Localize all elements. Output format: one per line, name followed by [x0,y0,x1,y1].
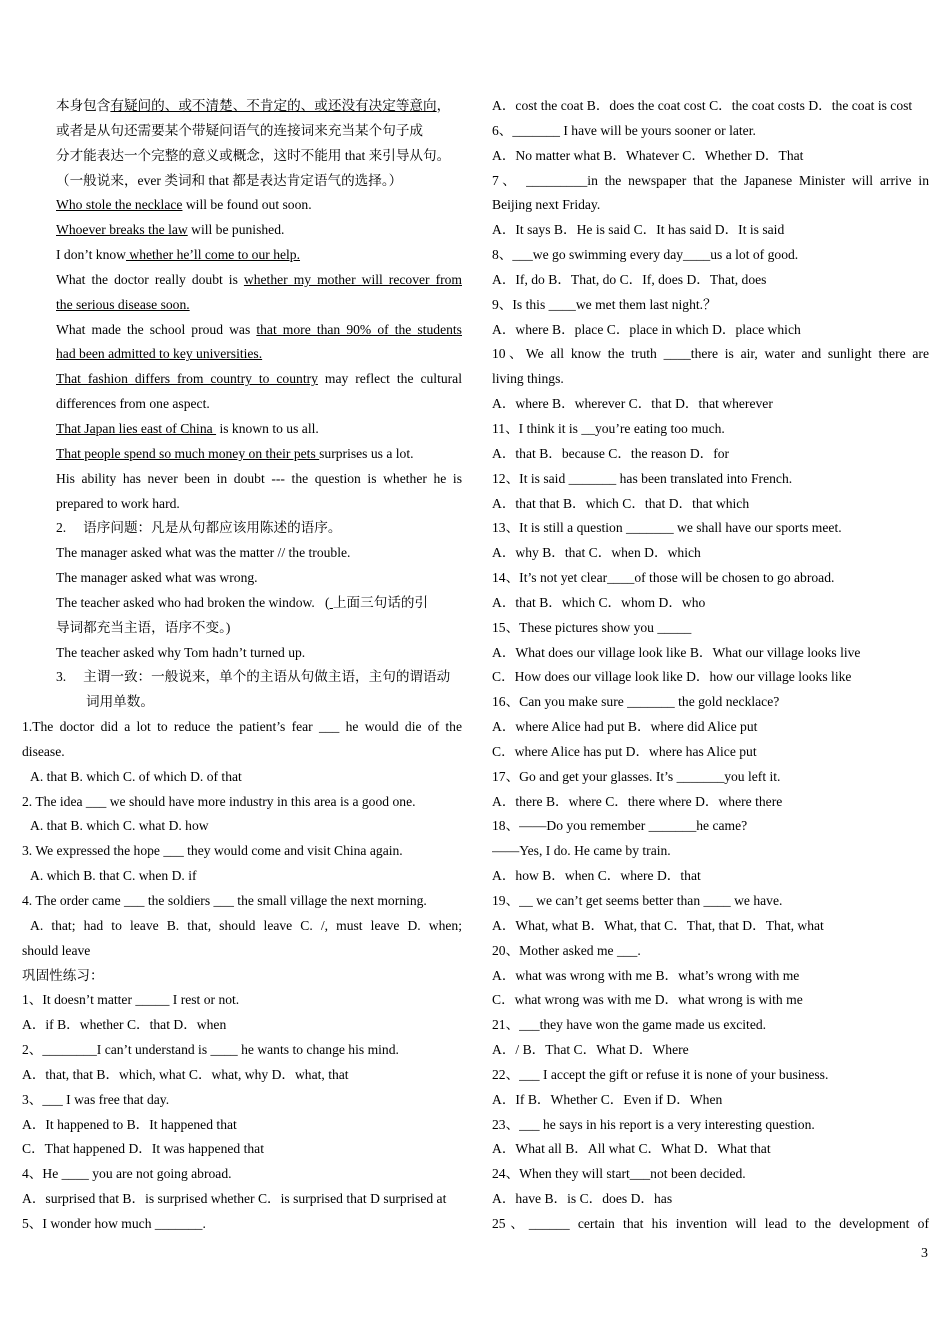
question: 7、 _________in the newspaper that the Japanese Minister will arrive in [492,172,929,188]
answer-options: A．It says B．He is said C．It has said D．It is said [492,222,785,238]
example-sentence: What the doctor really doubt is whether my mother will recover from [56,271,462,287]
question: 18、——Do you remember _______he came? [492,818,748,834]
question: 9、Is this ____we met them last night.？ [492,296,717,312]
question: 6、_______ I have will be yours sooner or later. [492,122,756,138]
answer-options: A．where B．place C．place in which D．place which [492,321,801,337]
example-sentence: Whoever breaks the law will be punished. [56,222,285,238]
left-column [22,94,462,1237]
question: Beijing next Friday. [492,197,601,213]
answer-options: A．It happened to B．It happened that [22,1116,237,1132]
question: 14、It’s not yet clear____of those will be chosen to go abroad. [492,570,835,586]
text-line: 本身包含有疑问的、或不清楚、不肯定的、或还没有决定等意向， [56,98,451,113]
example-sentence: I don’t know whether he’ll come to our help. [56,247,301,263]
answer-options: A．there B．where C．there where D．where there [492,793,783,809]
question: 2、________I can’t understand is ____ he wants to change his mind. [22,1042,399,1058]
answer-options: A. which B. that C. when D. if [30,868,197,884]
answer-options: A．where Alice had put B．where did Alice put [492,719,758,735]
section-heading: 3. 主谓一致：一般说来，单个的主语从句做主语，主句的谓语动 [56,669,451,685]
answer-options: C．How does our village look like D．how our village looks like [492,669,852,685]
answer-options: A．cost the coat B．does the coat cost C．the coat costs D．the coat is cost [492,98,913,113]
answer-options: A．that that B．which C．that D．that which [492,495,750,511]
text-line: 导词都充当主语，语序不变。) [56,619,231,635]
question: 25、______ certain that his invention will lead to the development of [492,1215,929,1231]
question: disease. [22,743,65,759]
example-sentence: the serious disease soon. [56,296,190,312]
text-line: （一般说来，ever 类词和 that 都是表达肯定语气的选择。） [56,172,403,188]
answer-options: should leave [22,942,91,958]
answer-options: C．That happened D．It was happened that [22,1141,264,1157]
question: 8、___we go swimming every day____us a lot of good. [492,247,799,263]
example-sentence: The teacher asked why Tom hadn’t turned up. [56,644,306,660]
answer-options: A．If B．Whether C．Even if D．When [492,1091,723,1107]
answer-options: A．have B．is C．does D．has [492,1191,673,1207]
answer-options: A．What, what B．What, that C．That, that D．That, what [492,917,824,933]
answer-options: A．that B．because C．the reason D．for [492,445,730,461]
question: 2. The idea ___ we should have more industry in this area is a good one. [22,793,416,809]
text-line: 词用单数。 [86,694,154,710]
section-heading: 巩固性练习： [22,967,104,983]
example-sentence: differences from one aspect. [56,396,210,412]
answer-options: A．What does our village look like B．What our village looks live [492,644,861,660]
question: 4. The order came ___ the soldiers ___ the small village the next morning. [22,893,427,908]
answer-options: A．No matter what B．Whatever C．Whether D．That [492,147,804,163]
example-sentence: His ability has never been in doubt --- the question is whether he is [56,470,462,486]
example-sentence: The manager asked what was wrong. [56,570,258,586]
text-line: 分才能表达一个完整的意义或概念，这时不能用 that 来引导从句。 [56,147,451,163]
answer-options: A．that B．which C．whom D．who [492,594,706,610]
answer-options: A. that; had to leave B. that, should leave C. /, must leave D. when; [30,917,462,933]
question: 4、He ____ you are not going abroad. [22,1166,232,1182]
question: 1、It doesn’t matter _____ I rest or not. [22,992,240,1008]
question: 1.The doctor did a lot to reduce the patient’s fear ___ he would die of the [22,719,462,735]
answer-options: A．that, that B．which, what C．what, why D．what, that [22,1066,349,1082]
example-sentence: had been admitted to key universities. [56,346,263,362]
question: 3、___ I was free that day. [22,1091,170,1107]
question: 13、It is still a question _______ we shall have our sports meet. [492,520,842,536]
question: 21、___they have won the game made us excited. [492,1017,767,1033]
example-sentence: The teacher asked who had broken the window. ( 上面三句话的引 [56,594,429,610]
example-sentence: That people spend so much money on their pets surprises us a lot. [56,445,414,461]
question: living things. [492,371,564,387]
question: 20、Mother asked me ___. [492,942,641,958]
example-sentence: Who stole the necklace will be found out soon. [56,197,312,213]
question: 17、Go and get your glasses. It’s _______you left it. [492,768,781,784]
answer-options: C．where Alice has put D．where has Alice put [492,743,757,759]
answer-options: A．surprised that B．is surprised whether C．is surprised that D surprised at [22,1191,447,1207]
answer-options: A. that B. which C. what D. how [30,818,209,834]
answer-options: A．what was wrong with me B．what’s wrong with me [492,967,800,983]
answer-options: A．where B．wherever C．that D．that wherever [492,396,773,412]
question: 24、When they will start___not been decided. [492,1166,746,1182]
text-line: 或者是从句还需要某个带疑问语气的连接词来充当某个句子成 [56,122,424,138]
question: 10、We all know the truth ____there is air, water and sunlight there are [492,346,929,362]
answer-options: A．why B．that C．when D．which [492,545,701,561]
answer-options: A. that B. which C. of which D. of that [30,768,242,784]
question: 12、It is said _______ has been translated into French. [492,470,793,486]
example-sentence: That Japan lies east of China is known to us all. [56,420,319,436]
question: ——Yes, I do. He came by train. [492,843,671,859]
question: 5、I wonder how much _______. [22,1215,206,1231]
page-number: 3 [921,1246,928,1261]
section-heading: 2. 语序问题：凡是从句都应该用陈述的语序。 [56,520,342,536]
question: 11、I think it is __you’re eating too much. [492,420,725,436]
answer-options: A．/ B．That C．What D．Where [492,1042,689,1058]
example-sentence: That fashion differs from country to country may reflect the cultural [56,371,462,387]
question: 15、These pictures show you _____ [492,619,692,635]
example-sentence: prepared to work hard. [56,495,180,511]
question: 23、___ he says in his report is a very interesting question. [492,1116,815,1132]
question: 16、Can you make sure _______ the gold necklace? [492,694,780,710]
question: 3. We expressed the hope ___ they would come and visit China again. [22,843,403,859]
right-column [492,94,929,1237]
example-sentence: The manager asked what was the matter // the trouble. [56,545,351,561]
answer-options: A．What all B．All what C．What D．What that [492,1141,771,1157]
example-sentence: What made the school proud was that more than 90% of the students [56,321,462,337]
answer-options: A．if B．whether C．that D．when [22,1017,227,1033]
answer-options: A．If, do B．That, do C．If, does D．That, does [492,271,767,287]
question: 22、___ I accept the gift or refuse it is none of your business. [492,1066,829,1082]
question: 19、__ we can’t get seems better than ____ we have. [492,893,783,908]
answer-options: A．how B．when C．where D．that [492,868,701,884]
answer-options: C．what wrong was with me D．what wrong is with me [492,992,803,1008]
